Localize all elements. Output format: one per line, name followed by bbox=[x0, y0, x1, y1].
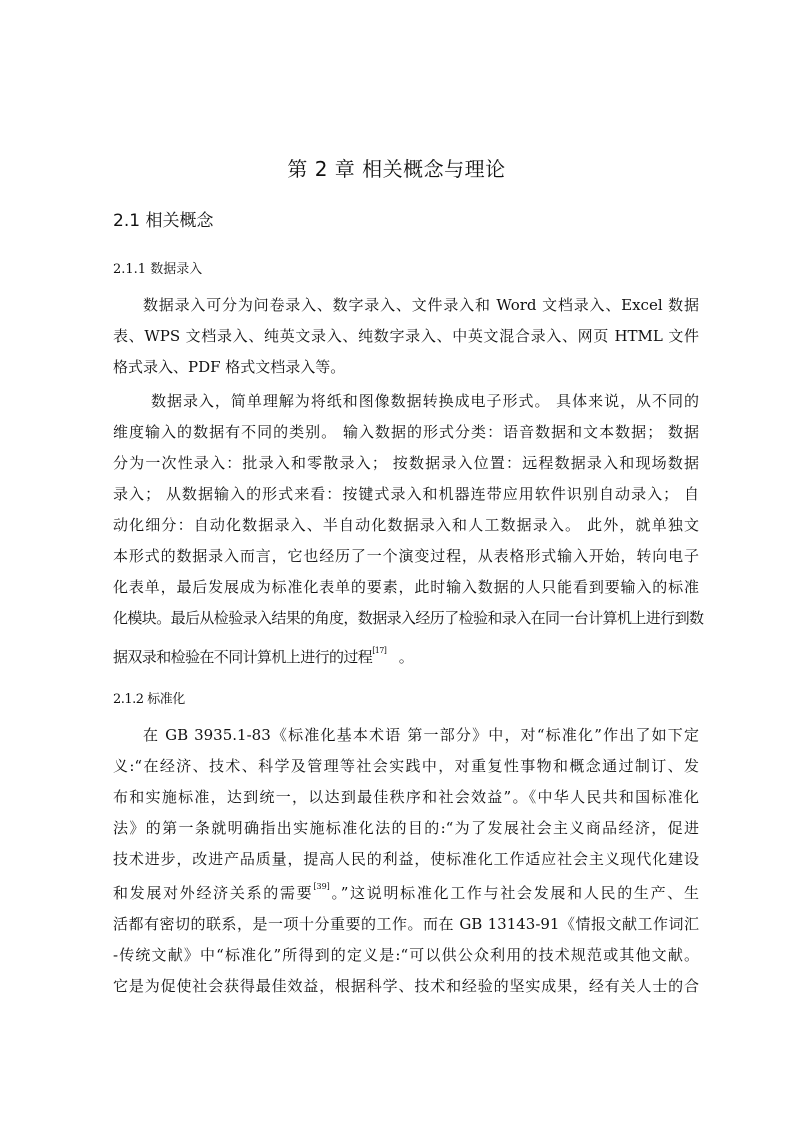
text-line bbox=[113, 642, 699, 673]
text-fragment: 和发展对外经济关系的需要 bbox=[113, 884, 314, 902]
text-line: -传统文献》中“标准化”所得到的定义是:“可以供公众利用的技术规范或其他文献。 bbox=[113, 946, 699, 964]
section-heading-2-1-1: 2.1.1 数据录入 bbox=[113, 262, 203, 277]
text-fragment: 据双录和检验在不同计算机上进行的过程 bbox=[113, 648, 373, 666]
text-line: 本形式的数据录入而言，它也经历了一个演变过程，从表格形式输入开始，转向电子 bbox=[113, 547, 699, 565]
citation-39[interactable]: [39] bbox=[313, 882, 330, 891]
paragraph-data-entry-types bbox=[113, 290, 699, 383]
text-line: 化表单，最后发展成为标准化表单的要素，此时输入数据的人只能看到要输入的标准 bbox=[113, 578, 699, 596]
text-line: 化模块。最后从检验录入结果的角度，数据录入经历了检验和录入在同一台计算机上进行到数 bbox=[113, 609, 704, 627]
text-line: 表、WPS 文档录入、纯英文录入、纯数字录入、中英文混合录入、网页 HTML 文件 bbox=[113, 327, 699, 345]
text-fragment: 。”这说明标准化工作与社会发展和人民的生产、生 bbox=[329, 884, 699, 902]
text-line: 技术进步，改进产品质量，提高人民的利益，使标准化工作适应社会主义现代化建设 bbox=[113, 850, 699, 868]
section-heading-2-1: 2.1 相关概念 bbox=[113, 211, 214, 231]
text-line: 法》的第一条就明确指出实施标准化法的目的:“为了发展社会主义商品经济，促进 bbox=[113, 819, 699, 837]
text-line: 活都有密切的联系，是一项十分重要的工作。而在 GB 13143-91《情报文献工作词汇 bbox=[113, 915, 699, 933]
citation-17[interactable]: [17] bbox=[372, 646, 387, 655]
paragraph-data-entry-definition bbox=[113, 386, 704, 673]
text-line: 布和实施标准，达到统一，以达到最佳秩序和社会效益”。《中华人民共和国标准化 bbox=[113, 788, 699, 806]
text-line: 数据录入，简单理解为将纸和图像数据转换成电子形式。 具体来说，从不同的 bbox=[151, 392, 699, 410]
text-line: 分为一次性录入：批录入和零散录入； 按数据录入位置：远程数据录入和现场数据 bbox=[113, 454, 699, 472]
chapter-title: 第 2 章 相关概念与理论 bbox=[287, 157, 506, 181]
text-line: 在 GB 3935.1-83《标准化基本术语 第一部分》中，对“标准化”作出了如下定 bbox=[143, 726, 699, 744]
text-line: 维度输入的数据有不同的类别。 输入数据的形式分类：语音数据和文本数据； 数据 bbox=[113, 423, 699, 441]
text-line: 格式录入、PDF 格式文档录入等。 bbox=[113, 358, 346, 376]
section-heading-2-1-2: 2.1.2 标准化 bbox=[113, 692, 185, 707]
text-line: 它是为促使社会获得最佳效益，根据科学、技术和经验的坚实成果，经有关人士的合 bbox=[113, 977, 699, 995]
text-line: 录入； 从数据输入的形式来看：按键式录入和机器连带应用软件识别自动录入； 自 bbox=[113, 485, 699, 503]
text-line: 数据录入可分为问卷录入、数字录入、文件录入和 Word 文档录入、Excel 数据 bbox=[143, 296, 699, 314]
text-line bbox=[113, 878, 699, 909]
text-line: 义:“在经济、技术、科学及管理等社会实践中，对重复性事物和概念通过制订、发 bbox=[113, 757, 699, 775]
text-line: 动化细分：自动化数据录入、半自动化数据录入和人工数据录入。 此外，就单独文 bbox=[113, 516, 699, 534]
paragraph-standardization bbox=[113, 720, 699, 1002]
text-fragment: 。 bbox=[398, 648, 414, 666]
